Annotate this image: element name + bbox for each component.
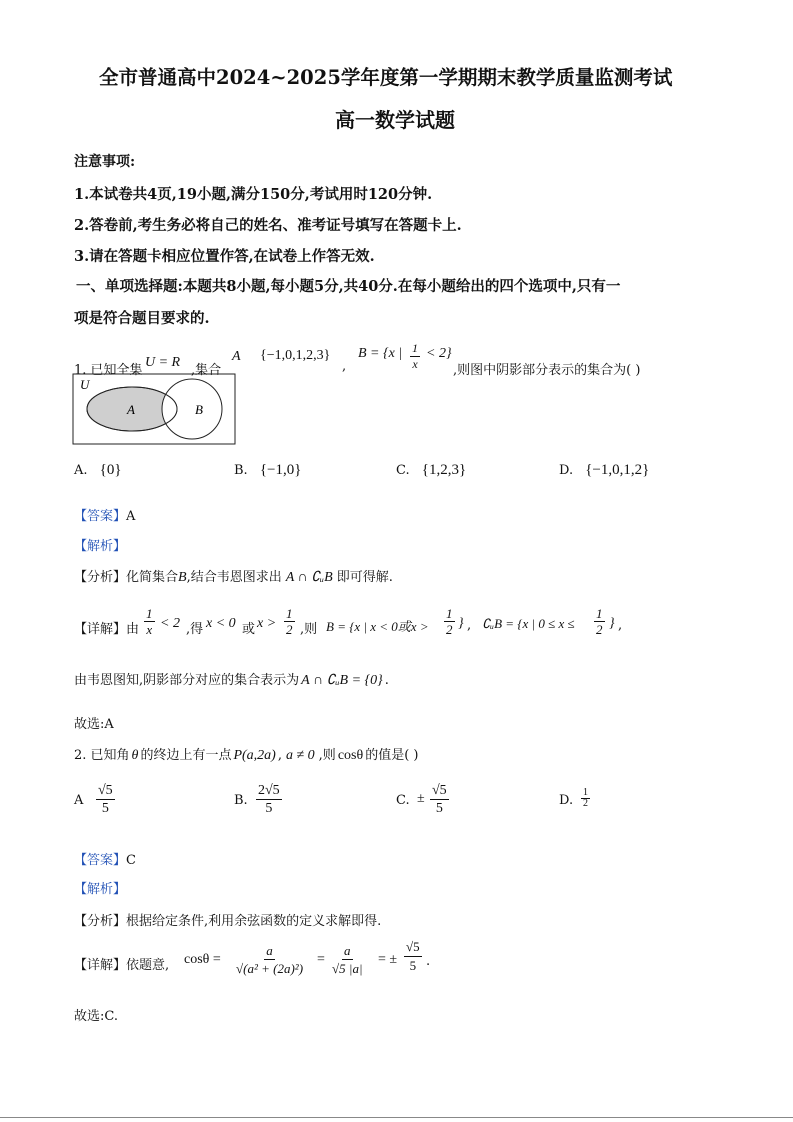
fenxi-text: 化简集合: [126, 570, 179, 585]
venn-label-u: U: [80, 377, 90, 392]
answer-value: A: [126, 509, 136, 524]
page-title: 全市普通高中2024~2025学年度第一学期期末教学质量监测考试: [99, 66, 673, 89]
fenxi-math: B: [178, 570, 187, 585]
detail-frac: $\frac{1}{2}$: [446, 606, 453, 637]
notes-item-1: 1.本试卷共4页,19小题,满分150分,考试用时120分钟.: [74, 186, 433, 203]
option-frac: $\frac{1}{2}$: [583, 787, 588, 809]
q2-mid: 的终边上有一点: [140, 748, 232, 763]
fenxi-tag: 【分析】: [74, 914, 127, 929]
answer-value: C: [126, 853, 136, 868]
q1-fenxi: [74, 566, 393, 586]
fenxi-text: ,结合韦恩图求出: [186, 570, 282, 585]
detail-math: }: [609, 616, 615, 631]
detail-text: ,: [467, 618, 472, 633]
detail-frac: $\frac{a}{\text{√(a² + (2a)²)}}$: [236, 943, 304, 976]
option-letter: C.: [396, 793, 410, 808]
detail-frac: $\frac{1}{2}$: [596, 606, 603, 637]
q2-point: P(a,2a): [233, 748, 276, 763]
q1-suffix: ,则图中阴影部分表示的集合为( ): [453, 363, 641, 378]
q2-cond: a ≠ 0: [285, 748, 315, 763]
venn-conclusion-math: A ∩ ∁ᵤB = {0}: [301, 673, 383, 688]
detail-tag: 【详解】: [74, 958, 127, 973]
q1-mid: ,集合: [191, 363, 222, 378]
option-letter: C.: [396, 463, 410, 478]
detail-frac: $\frac{√5}{5}$: [406, 939, 420, 973]
q1-option-d: [559, 462, 649, 479]
q2-comma: ,: [277, 748, 282, 763]
q2-stem: [74, 744, 418, 764]
venn-diagram: [72, 372, 242, 446]
page-bottom-rule: [0, 1117, 793, 1118]
option-frac: $\frac{√5}{5}$: [98, 783, 113, 816]
option-letter: A: [74, 793, 84, 808]
detail-text: ,得: [186, 622, 204, 637]
option-letter: B.: [234, 793, 248, 808]
detail-frac: $\frac{a}{√5 |a|}$: [332, 943, 363, 976]
section-heading-cont: 项是符合题目要求的.: [74, 310, 210, 327]
q1-analysis-tag: 【解析】: [74, 539, 127, 554]
answer-tag: 【答案】: [74, 853, 127, 868]
q2-answer: [74, 849, 136, 868]
detail-tag: 【详解】: [74, 622, 127, 637]
page-subtitle: 高一数学试题: [335, 108, 455, 132]
detail-math: x < 0: [206, 616, 236, 631]
detail-math: ∁ᵤB = {x | 0 ≤ x ≤: [482, 616, 575, 631]
fenxi-text: 根据给定条件,利用余弦函数的定义求解即得.: [126, 914, 382, 929]
fenxi-math: A ∩ ∁ᵤB: [285, 570, 333, 585]
option-value: {0}: [99, 462, 122, 478]
detail-frac: $\frac{1}{x}$: [146, 606, 153, 637]
detail-text: 依题意,: [126, 958, 170, 973]
q2-suffix: 的值是( ): [365, 748, 419, 763]
notes-heading: 注意事项:: [74, 154, 136, 170]
detail-text: ,: [618, 618, 623, 633]
detail-text: 或: [242, 622, 256, 637]
q1-option-b: [234, 462, 301, 479]
q2-mid2: ,则: [318, 748, 336, 763]
option-sign: ±: [417, 791, 425, 806]
q1-prefix: 1. 已知全集: [74, 363, 143, 378]
detail-text: ,则: [300, 622, 318, 637]
detail-math: }: [458, 616, 464, 631]
q1-setB-left: B = {x |: [358, 346, 403, 361]
answer-tag: 【答案】: [74, 509, 127, 524]
q1-setB-right: < 2}: [426, 346, 452, 361]
q1-option-c: [396, 462, 466, 479]
q2-choose: 故选:C.: [74, 1009, 118, 1024]
option-letter: D.: [559, 793, 574, 808]
venn-label-a: A: [127, 402, 135, 417]
detail-math: x >: [257, 616, 277, 631]
detail-text: 由: [126, 622, 140, 637]
detail-end: .: [426, 954, 431, 969]
notes-item-2: 2.答卷前,考生务必将自己的姓名、准考证号填写在答题卡上.: [74, 217, 462, 234]
q1-option-a: [74, 462, 122, 479]
q1-setA-name: A: [232, 349, 241, 364]
q1-setA: {−1,0,1,2,3}: [260, 348, 331, 363]
option-frac: $\frac{2√5}{5}$: [258, 783, 280, 816]
q2-analysis-tag: 【解析】: [74, 882, 127, 897]
detail-frac: $\frac{1}{2}$: [286, 606, 293, 637]
option-value: {−1,0}: [259, 462, 302, 478]
q1-comma: ,: [342, 359, 347, 374]
q1-setB-frac: $\frac{1}{x}$: [412, 341, 418, 371]
option-value: {−1,0,1,2}: [585, 462, 650, 478]
option-letter: A.: [74, 463, 88, 478]
option-letter: D.: [559, 463, 574, 478]
venn-conclusion-end: .: [384, 673, 389, 688]
fenxi-tag: 【分析】: [74, 570, 127, 585]
q1-universe: U = R: [145, 355, 181, 370]
venn-conclusion-text: 由韦恩图知,阴影部分对应的集合表示为: [74, 673, 300, 688]
q2-theta: θ: [131, 748, 139, 763]
q2-fenxi: [74, 910, 381, 929]
q1-venn-conclusion: [74, 669, 389, 689]
detail-math: =: [317, 952, 325, 967]
option-frac: $\frac{√5}{5}$: [432, 783, 447, 816]
detail-math: B = {x | x < 0或x >: [326, 619, 429, 634]
option-letter: B.: [234, 463, 248, 478]
fenxi-text: 即可得解.: [336, 570, 393, 585]
venn-label-b: B: [195, 402, 203, 417]
q2-prefix: 2. 已知角: [74, 748, 130, 763]
q2-cos: cosθ: [337, 748, 364, 763]
section-heading: 一、单项选择题:本题共8小题,每小题5分,共40分.在每小题给出的四个选项中,只有一: [76, 278, 621, 295]
q1-answer: [74, 505, 135, 524]
detail-math: < 2: [160, 616, 180, 631]
detail-math: = ±: [378, 952, 398, 967]
detail-math: cosθ =: [184, 952, 221, 967]
option-value: {1,2,3}: [421, 462, 467, 478]
q1-choose: 故选:A: [74, 717, 114, 732]
notes-item-3: 3.请在答题卡相应位置作答,在试卷上作答无效.: [74, 248, 375, 265]
